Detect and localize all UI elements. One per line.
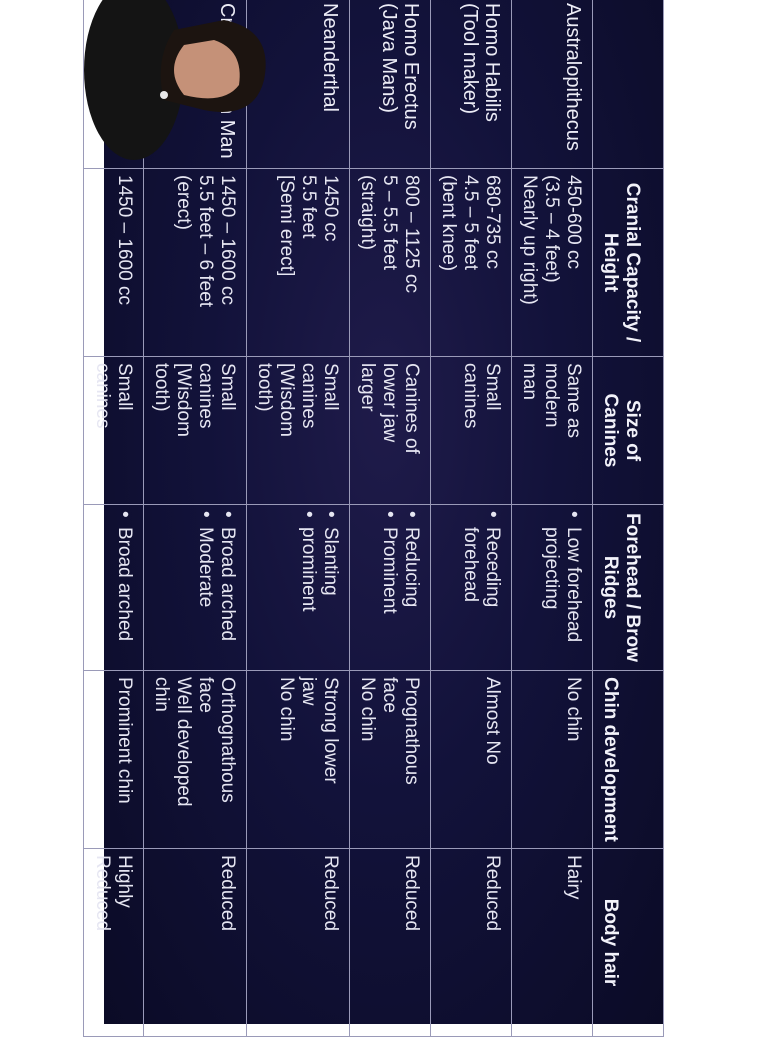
photo-frame bbox=[92, 0, 664, 1024]
bullet-item: • Broad arched bbox=[113, 511, 135, 664]
bullet-item: • Moderate bbox=[194, 511, 216, 664]
cell-canines bbox=[144, 357, 247, 505]
cell-line: Prominent chin bbox=[114, 677, 135, 804]
cell-line: Small bbox=[320, 363, 341, 411]
cell-line: larger bbox=[357, 363, 378, 412]
cell-hair bbox=[84, 849, 144, 1037]
cell-line: canines bbox=[92, 363, 113, 429]
header-cell: Forehead / Brow Ridges bbox=[593, 505, 664, 671]
cell-line: 1450 cc bbox=[320, 175, 341, 242]
cell-chin bbox=[84, 671, 144, 849]
whiteboard-screen bbox=[92, 0, 664, 1024]
species-name: Homo Erectus (Java Mans) bbox=[350, 0, 431, 169]
cell-line: Prognathous bbox=[401, 677, 422, 785]
header-cell bbox=[593, 0, 664, 169]
cell-line: No chin bbox=[563, 677, 584, 742]
cell-line: Almost No bbox=[482, 677, 503, 765]
cell-forehead bbox=[84, 505, 144, 671]
cell-line: canines bbox=[298, 363, 319, 429]
table-row bbox=[431, 0, 512, 1037]
bullet-item: • Receding forehead bbox=[459, 511, 503, 664]
cell-line: (bent knee) bbox=[438, 175, 459, 272]
cell-line: 680-735 cc bbox=[482, 175, 503, 270]
cell-canines bbox=[350, 357, 431, 505]
header-cell: Chin development bbox=[593, 671, 664, 849]
header-cell: Cranial Capacity / Height bbox=[593, 169, 664, 357]
cell-cranial bbox=[144, 169, 247, 357]
cell-chin bbox=[512, 671, 593, 849]
table-row bbox=[512, 0, 593, 1037]
cell-hair bbox=[144, 849, 247, 1037]
cell-forehead bbox=[431, 505, 512, 671]
cell-line: 5.5 feet bbox=[298, 175, 319, 239]
cell-chin bbox=[247, 671, 350, 849]
header-cell: Size of Canines bbox=[593, 357, 664, 505]
species-name: Neanderthal bbox=[247, 0, 350, 169]
cell-chin bbox=[144, 671, 247, 849]
species-name: Homo Habilis (Tool maker) bbox=[431, 0, 512, 169]
cell-cranial bbox=[247, 169, 350, 357]
bullet-item: • Slanting bbox=[319, 511, 341, 664]
bullet-item: • Reducing bbox=[400, 511, 422, 664]
cell-line: Reduced bbox=[217, 855, 238, 932]
cell-cranial bbox=[350, 169, 431, 357]
cell-line: 4.5 – 5 feet bbox=[460, 175, 481, 271]
cell-line: Highly bbox=[114, 855, 135, 908]
cell-line: Well developed bbox=[173, 677, 194, 807]
bullet-item: • prominent bbox=[297, 511, 319, 664]
cell-canines bbox=[431, 357, 512, 505]
cell-line: modern bbox=[541, 363, 562, 428]
cell-line: 800 – 1125 cc bbox=[401, 175, 422, 293]
cell-line: [Wisdom bbox=[276, 363, 297, 437]
cell-hair bbox=[247, 849, 350, 1037]
header-row bbox=[593, 0, 664, 1037]
cell-line: man bbox=[519, 363, 540, 400]
cell-line: canines bbox=[195, 363, 216, 429]
cell-line: Reduced bbox=[482, 855, 503, 932]
cell-line: No chin bbox=[357, 677, 378, 742]
cell-line: Strong lower bbox=[320, 677, 341, 784]
cell-forehead bbox=[350, 505, 431, 671]
cell-line: chin bbox=[151, 677, 172, 712]
cell-hair bbox=[431, 849, 512, 1037]
table-row bbox=[350, 0, 431, 1037]
cell-canines bbox=[84, 357, 144, 505]
cell-chin bbox=[350, 671, 431, 849]
cell-hair bbox=[350, 849, 431, 1037]
cell-line: Small bbox=[217, 363, 238, 411]
cell-hair bbox=[512, 849, 593, 1037]
cell-cranial bbox=[512, 169, 593, 357]
cell-canines bbox=[512, 357, 593, 505]
cell-cranial bbox=[431, 169, 512, 357]
cell-line: No chin bbox=[276, 677, 297, 742]
cell-line: [Semi erect] bbox=[276, 175, 297, 277]
cell-line: tooth) bbox=[151, 363, 172, 412]
presenter-silhouette bbox=[104, 0, 284, 160]
cell-chin bbox=[431, 671, 512, 849]
cell-line: face bbox=[195, 677, 216, 713]
cell-line: 1450 – 1600 cc bbox=[217, 175, 238, 305]
cell-line: Orthognathous bbox=[217, 677, 238, 803]
species-name: Australopithecus bbox=[512, 0, 593, 169]
cell-line: Nearly up right) bbox=[519, 175, 540, 305]
cell-line: tooth) bbox=[254, 363, 275, 412]
bullet-item: • Broad arched bbox=[216, 511, 238, 664]
cell-forehead bbox=[247, 505, 350, 671]
cell-line: Small bbox=[482, 363, 503, 411]
cell-cranial bbox=[84, 169, 144, 357]
cell-line: Hairy bbox=[563, 855, 584, 900]
bullet-item: • Low forehead projecting bbox=[540, 511, 584, 664]
bullet-item: • Prominent bbox=[378, 511, 400, 664]
cell-canines bbox=[247, 357, 350, 505]
cell-forehead bbox=[512, 505, 593, 671]
cell-line: Canines of bbox=[401, 363, 422, 454]
cell-line: face bbox=[379, 677, 400, 713]
header-cell: Body hair bbox=[593, 849, 664, 1037]
cell-line: (3.5 – 4 feet) bbox=[541, 175, 562, 283]
cell-line: Reduced bbox=[92, 855, 113, 932]
cell-line: Reduced bbox=[320, 855, 341, 932]
cell-line: (erect) bbox=[173, 175, 194, 230]
cell-line: Same as bbox=[563, 363, 584, 438]
cell-line: 1450 – 1600 cc bbox=[114, 175, 135, 305]
cell-line: Small bbox=[114, 363, 135, 411]
cell-line: Reduced bbox=[401, 855, 422, 932]
cell-line: 5.5 feet – 6 feet bbox=[195, 175, 216, 308]
cell-line: 5 – 5.5 feet bbox=[379, 175, 400, 271]
cell-line: lower jaw bbox=[379, 363, 400, 443]
cell-line: (straight) bbox=[357, 175, 378, 250]
cell-line: canines bbox=[460, 363, 481, 429]
cell-line: jaw bbox=[298, 677, 319, 706]
cell-line: [Wisdom bbox=[173, 363, 194, 437]
cell-forehead bbox=[144, 505, 247, 671]
cell-line: 450-600 cc bbox=[563, 175, 584, 270]
